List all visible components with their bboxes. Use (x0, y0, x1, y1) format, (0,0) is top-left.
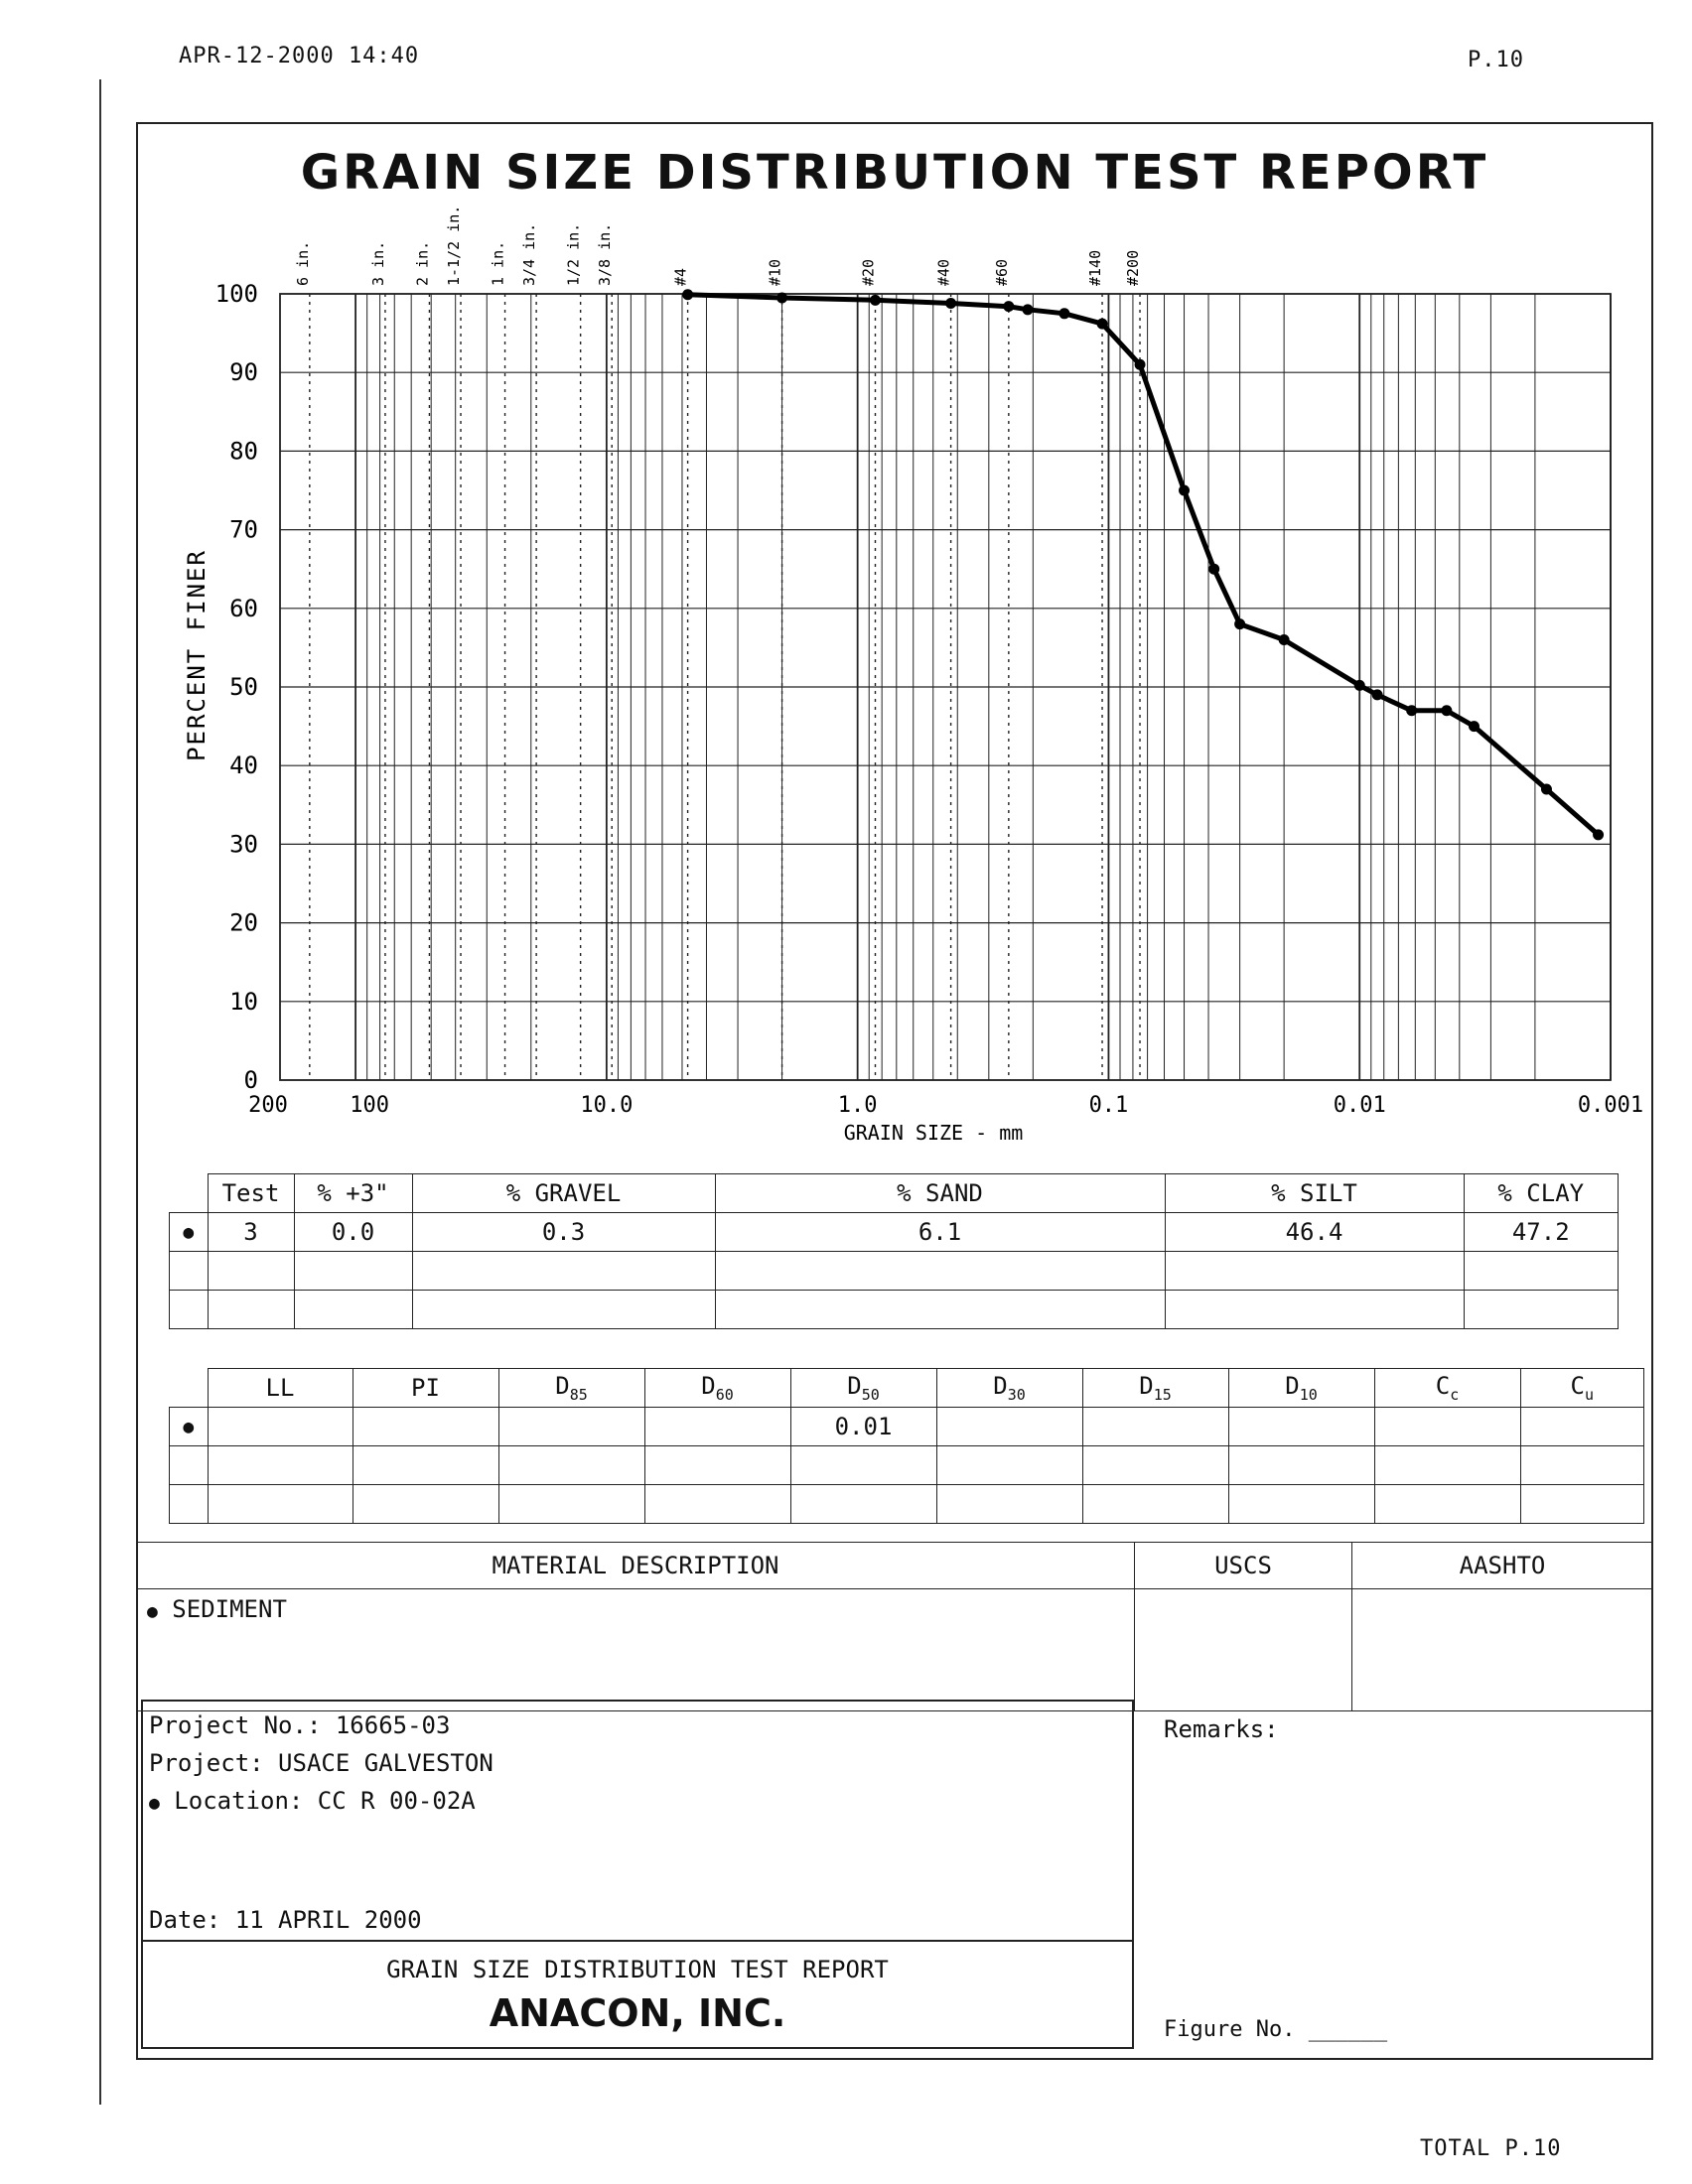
header-sand: % SAND (715, 1174, 1165, 1213)
header-d10-text: D (1285, 1372, 1300, 1400)
cell-cu (1520, 1408, 1644, 1446)
header-d60-text: D (701, 1372, 716, 1400)
x-tick-label: 200 (248, 1093, 288, 1118)
header-d10 (1228, 1369, 1374, 1408)
cell-gravel: 0.3 (412, 1213, 715, 1252)
empty-cell (412, 1291, 715, 1329)
header-cc-text: C (1435, 1372, 1451, 1400)
empty-cell (294, 1291, 412, 1329)
y-tick-label: 90 (229, 358, 258, 387)
data-point (1097, 319, 1108, 330)
table-row (137, 1589, 1653, 1711)
figure-number-label: Figure No. ______ (1164, 2017, 1388, 2042)
empty-cell (936, 1485, 1082, 1524)
y-tick-label: 10 (229, 987, 258, 1016)
project-name: Project: USACE GALVESTON (149, 1749, 494, 1777)
y-tick-label: 30 (229, 830, 258, 859)
sieve-label: 3 in. (368, 240, 387, 286)
empty-cell (170, 1485, 209, 1524)
empty-cell (1228, 1485, 1374, 1524)
empty-cell (170, 1291, 209, 1329)
table-row (170, 1213, 1619, 1252)
remarks-box (1146, 1700, 1653, 2049)
empty-cell (1082, 1485, 1228, 1524)
empty-cell (1082, 1446, 1228, 1485)
sieve-label: #10 (766, 258, 784, 286)
empty-cell (1374, 1485, 1520, 1524)
data-point (1593, 829, 1604, 840)
sieve-label: 2 in. (413, 240, 432, 286)
empty-cell (498, 1446, 644, 1485)
data-point (1003, 301, 1014, 312)
empty-cell (352, 1446, 498, 1485)
empty-cell (294, 1252, 412, 1291)
data-point (1541, 783, 1552, 794)
aashto-cell (1352, 1589, 1653, 1711)
fax-total-pages: TOTAL P.10 (1420, 2136, 1562, 2161)
material-marker: ● (147, 1601, 158, 1622)
cell-d50: 0.01 (790, 1408, 936, 1446)
header-pi (352, 1369, 498, 1408)
sieve-label: 1 in. (489, 240, 507, 286)
material-description-table (136, 1542, 1653, 1711)
cell-sand: 6.1 (715, 1213, 1165, 1252)
x-tick-label: 100 (350, 1093, 389, 1118)
gradation-summary-table (169, 1173, 1619, 1329)
data-point (1179, 485, 1190, 496)
data-point (1022, 304, 1033, 315)
y-tick-label: 40 (229, 751, 258, 780)
header-pi-text: PI (411, 1374, 440, 1402)
data-point (1406, 705, 1417, 716)
empty-cell (1228, 1446, 1374, 1485)
x-tick-label: 0.01 (1333, 1093, 1386, 1118)
header-d50-text: D (847, 1372, 862, 1400)
header-clay: % CLAY (1464, 1174, 1619, 1213)
header-d60 (644, 1369, 790, 1408)
header-d15-sub: 15 (1153, 1386, 1172, 1404)
empty-cell (498, 1485, 644, 1524)
gradation-curve (682, 289, 1604, 840)
cell-d15 (1082, 1408, 1228, 1446)
empty-cell (1374, 1446, 1520, 1485)
test-marker: ● (170, 1213, 209, 1252)
data-point (945, 298, 956, 309)
report-footer (143, 1940, 1132, 2049)
cell-cc (1374, 1408, 1520, 1446)
marker-cell (170, 1174, 209, 1213)
x-tick-label: 0.1 (1088, 1093, 1129, 1118)
header-ll (208, 1369, 352, 1408)
sieve-label: 3/8 in. (596, 222, 615, 286)
header-d60-sub: 60 (715, 1386, 734, 1404)
report-title: GRAIN SIZE DISTRIBUTION TEST REPORT (300, 145, 1489, 201)
y-tick-label: 20 (229, 908, 258, 937)
header-cc-sub: c (1450, 1386, 1460, 1404)
header-d15-text: D (1139, 1372, 1154, 1400)
data-point (1354, 680, 1365, 691)
header-d50-sub: 50 (861, 1386, 880, 1404)
header-d50 (790, 1369, 936, 1408)
cell-ll (208, 1408, 352, 1446)
fax-page-number: P.10 (1468, 48, 1524, 72)
sieve-label: #140 (1086, 249, 1105, 286)
sieve-label: 3/4 in. (520, 222, 539, 286)
header-d15 (1082, 1369, 1228, 1408)
sieve-label: 6 in. (293, 240, 312, 286)
header-gravel: % GRAVEL (412, 1174, 715, 1213)
project-date: Date: 11 APRIL 2000 (149, 1906, 422, 1934)
data-point (1279, 634, 1290, 645)
sieve-label: #40 (934, 258, 953, 286)
material-header: MATERIAL DESCRIPTION (137, 1543, 1135, 1589)
table-row (170, 1252, 1619, 1291)
empty-cell (208, 1446, 352, 1485)
x-axis-title: GRAIN SIZE - mm (843, 1121, 1024, 1145)
header-silt: % SILT (1165, 1174, 1464, 1213)
gradation-header-row (170, 1174, 1619, 1213)
limits-header-row (170, 1369, 1644, 1408)
empty-cell (1165, 1252, 1464, 1291)
empty-cell (1464, 1252, 1619, 1291)
empty-cell (790, 1485, 936, 1524)
remarks-label: Remarks: (1164, 1715, 1279, 1743)
sieve-label: #4 (671, 267, 690, 286)
header-d30 (936, 1369, 1082, 1408)
limits-marker: ● (170, 1408, 209, 1446)
data-point (1058, 308, 1069, 319)
y-tick-label: 0 (243, 1066, 258, 1094)
company-name: ANACON, INC. (489, 1991, 786, 2035)
header-d85-sub: 85 (569, 1386, 588, 1404)
header-cc (1374, 1369, 1520, 1408)
empty-cell (208, 1252, 294, 1291)
header-plus-3in: % +3" (294, 1174, 412, 1213)
empty-cell (644, 1446, 790, 1485)
material-description-cell (137, 1589, 1135, 1711)
y-tick-label: 70 (229, 515, 258, 544)
y-tick-label: 100 (214, 280, 258, 308)
empty-cell (715, 1291, 1165, 1329)
header-cu-text: C (1570, 1372, 1585, 1400)
fax-header-timestamp: APR-12-2000 14:40 (179, 44, 420, 68)
project-location: Location: CC R 00-02A (174, 1787, 476, 1815)
empty-cell (715, 1252, 1165, 1291)
sieve-label: 1/2 in. (564, 222, 583, 286)
project-info-box (141, 1700, 1134, 2049)
marker-cell (170, 1369, 209, 1408)
empty-cell (1520, 1485, 1644, 1524)
empty-cell (170, 1446, 209, 1485)
project-location-row (149, 1787, 476, 1815)
limits-table (169, 1368, 1644, 1524)
project-number: Project No.: 16665-03 (149, 1711, 451, 1739)
empty-cell (1520, 1446, 1644, 1485)
aashto-header: AASHTO (1352, 1543, 1653, 1589)
material-header-row (137, 1543, 1653, 1589)
header-cu (1520, 1369, 1644, 1408)
data-point (682, 289, 693, 300)
material-description: SEDIMENT (172, 1595, 287, 1623)
x-tick-label: 0.001 (1577, 1093, 1644, 1118)
location-marker: ● (149, 1793, 160, 1814)
cell-clay: 47.2 (1464, 1213, 1619, 1252)
cell-silt: 46.4 (1165, 1213, 1464, 1252)
table-row (170, 1291, 1619, 1329)
empty-cell (1464, 1291, 1619, 1329)
header-cu-sub: u (1584, 1386, 1594, 1404)
empty-cell (352, 1485, 498, 1524)
table-row (170, 1485, 1644, 1524)
data-point (870, 295, 881, 306)
header-ll-text: LL (265, 1374, 295, 1402)
empty-cell (936, 1446, 1082, 1485)
cell-pi (352, 1408, 498, 1446)
sieve-markers (294, 205, 1142, 1080)
y-tick-label: 80 (229, 437, 258, 466)
header-test: Test (208, 1174, 294, 1213)
empty-cell (644, 1485, 790, 1524)
footer-title: GRAIN SIZE DISTRIBUTION TEST REPORT (386, 1956, 889, 1983)
header-d85 (498, 1369, 644, 1408)
cell-d10 (1228, 1408, 1374, 1446)
data-point (1234, 618, 1245, 629)
data-point (1441, 705, 1452, 716)
empty-cell (1165, 1291, 1464, 1329)
header-d85-text: D (555, 1372, 570, 1400)
empty-cell (208, 1485, 352, 1524)
data-point (1469, 721, 1480, 732)
empty-cell (412, 1252, 715, 1291)
empty-cell (170, 1252, 209, 1291)
sieve-label: #200 (1124, 249, 1143, 286)
chart-grid (280, 294, 1611, 1080)
data-point (1372, 689, 1383, 700)
table-row (170, 1408, 1644, 1446)
empty-cell (208, 1291, 294, 1329)
data-point (1135, 359, 1146, 370)
data-point (776, 292, 787, 303)
y-tick-label: 60 (229, 594, 258, 622)
cell-test-number: 3 (208, 1213, 294, 1252)
uscs-header: USCS (1135, 1543, 1352, 1589)
empty-cell (790, 1446, 936, 1485)
cell-plus-3in: 0.0 (294, 1213, 412, 1252)
y-axis-title: PERCENT FINER (183, 549, 211, 761)
cell-d60 (644, 1408, 790, 1446)
header-d30-sub: 30 (1007, 1386, 1026, 1404)
y-tick-label: 50 (229, 673, 258, 701)
header-d30-text: D (993, 1372, 1008, 1400)
cell-d85 (498, 1408, 644, 1446)
gradation-curve-line (688, 295, 1599, 835)
x-tick-label: 1.0 (837, 1093, 878, 1118)
x-tick-label: 10.0 (580, 1093, 634, 1118)
data-point (1208, 564, 1219, 575)
table-row (170, 1446, 1644, 1485)
header-d10-sub: 10 (1299, 1386, 1318, 1404)
sieve-label: #20 (859, 258, 878, 286)
cell-d30 (936, 1408, 1082, 1446)
uscs-cell (1135, 1589, 1352, 1711)
sieve-label: 1-1/2 in. (445, 205, 464, 286)
sieve-label: #60 (992, 258, 1011, 286)
